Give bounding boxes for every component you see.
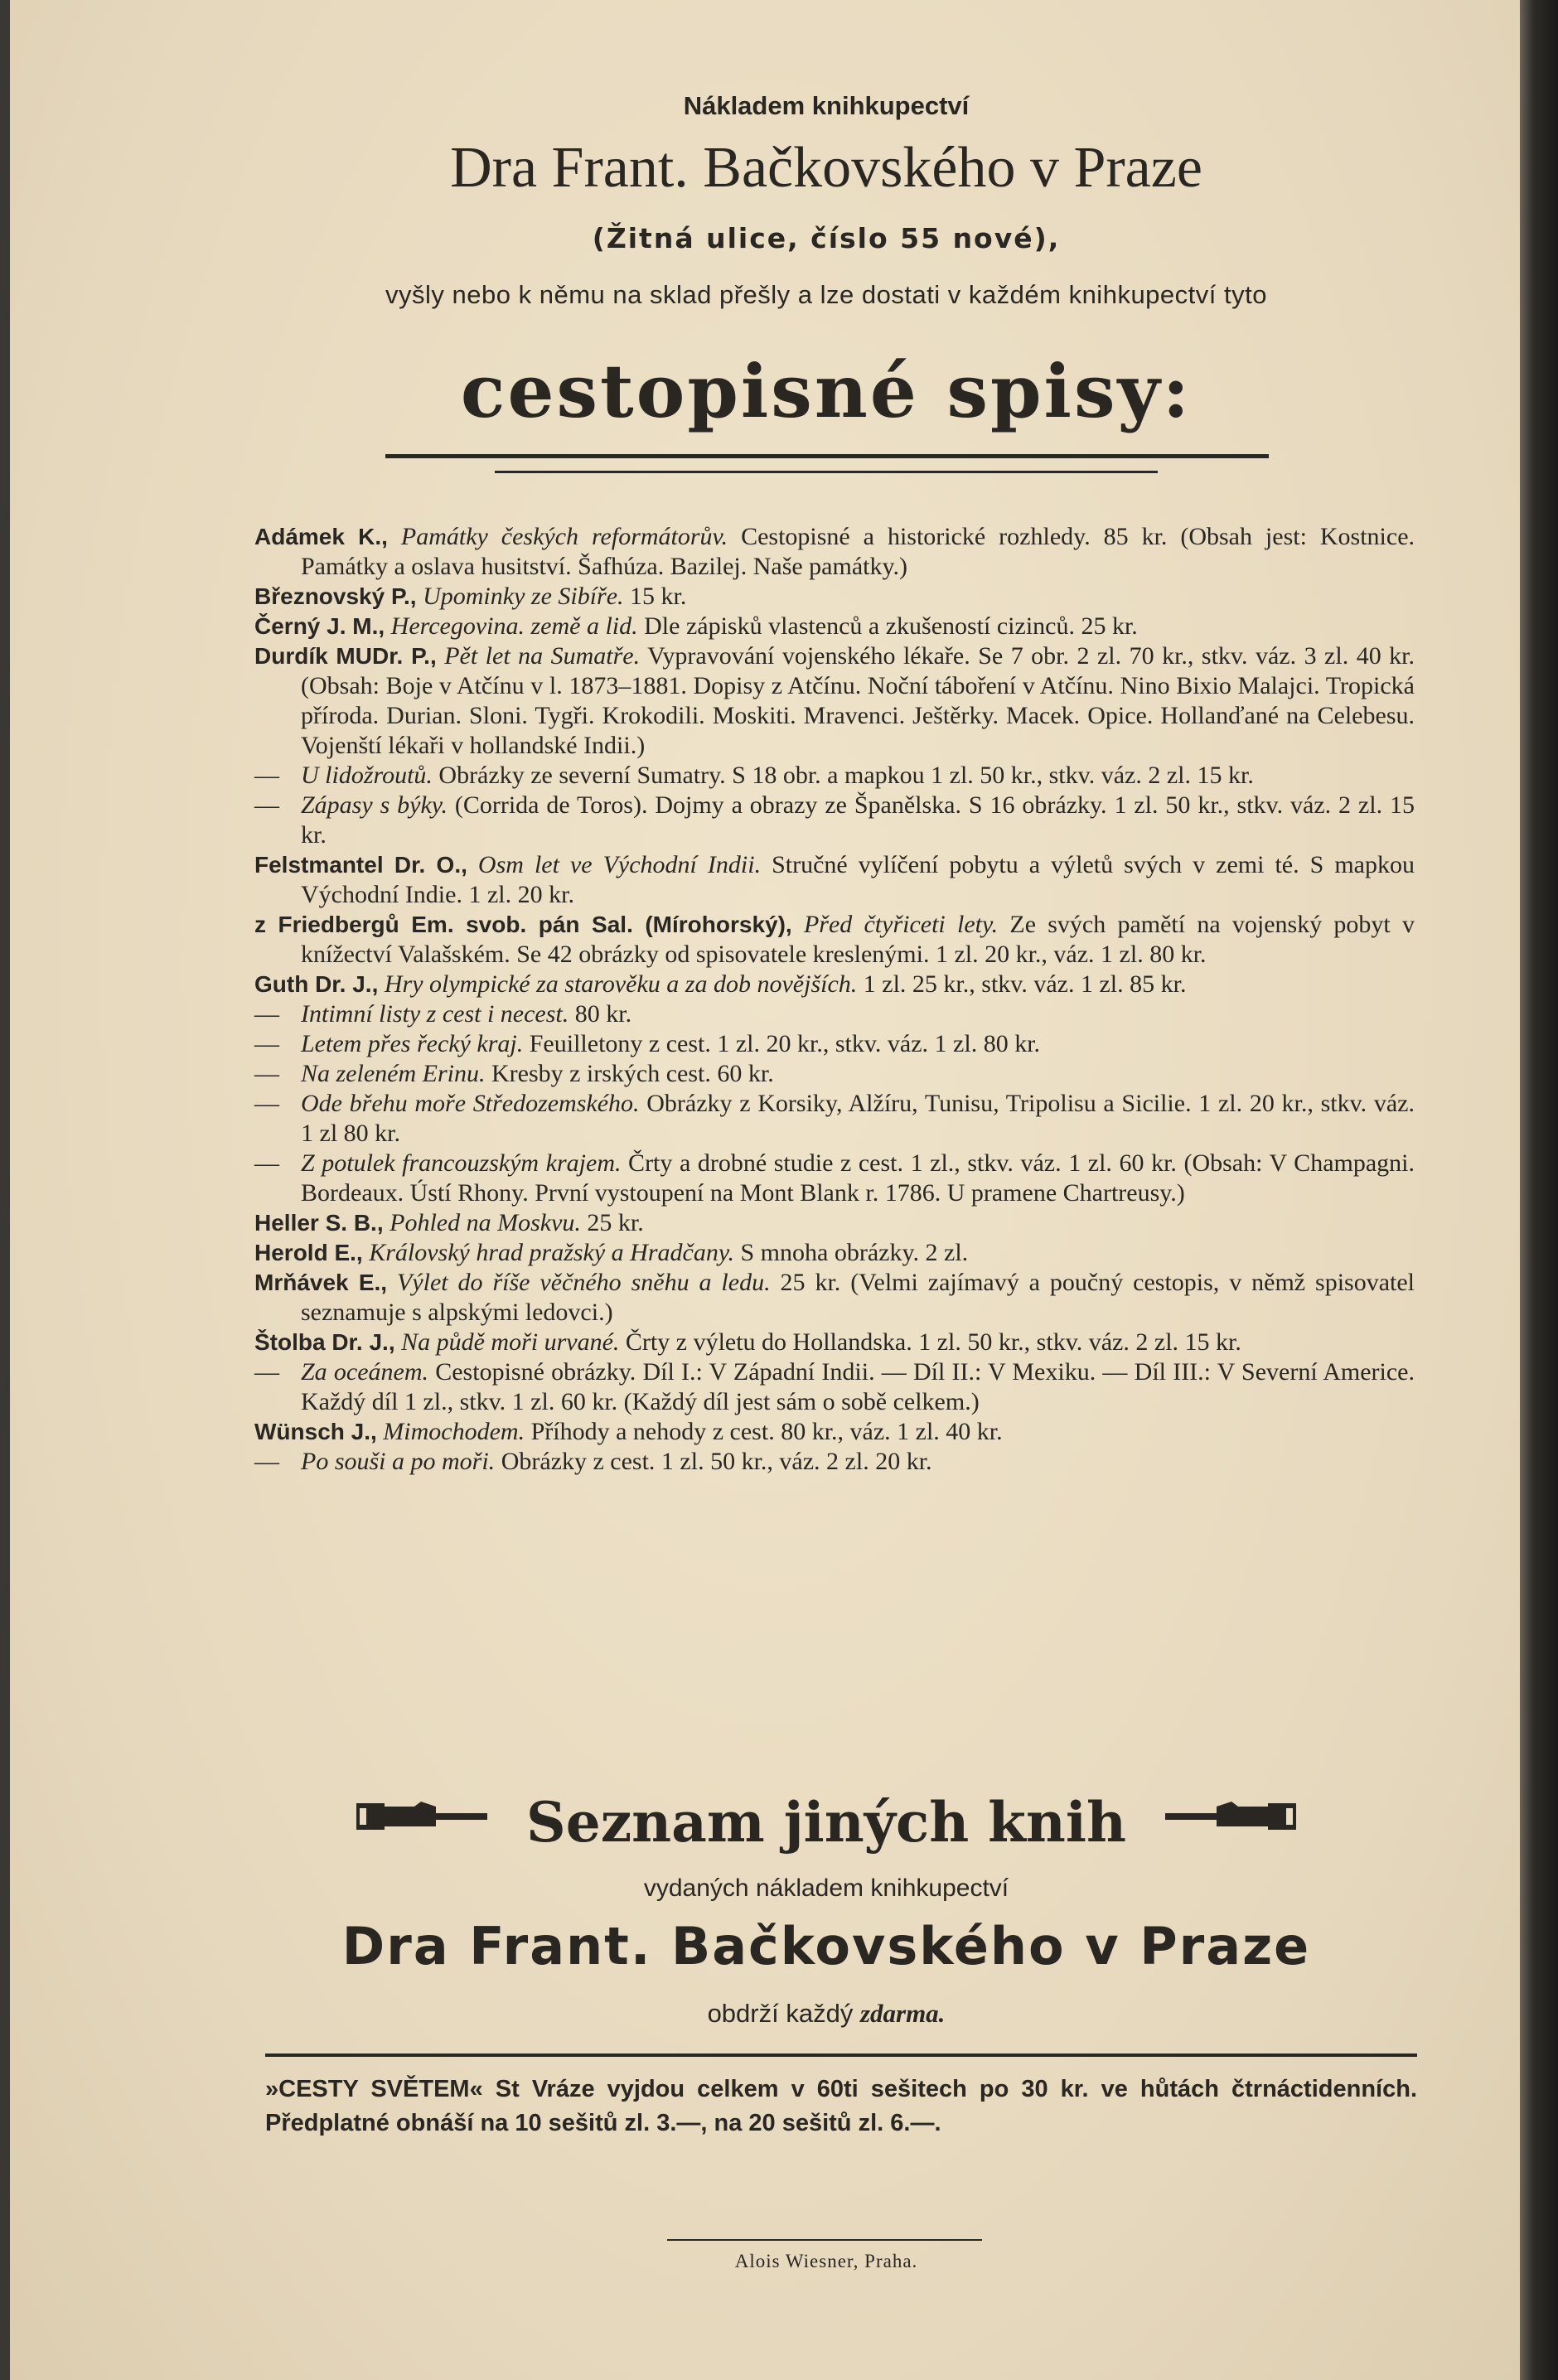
entry-title: Za oceánem. bbox=[301, 1358, 429, 1386]
nakladem-line: Nákladem knihkupectví bbox=[683, 91, 970, 120]
entry-description: Stručné vylíčení pobytu a výletů svých v zemi té. S mapkou Východní Indie. 1 zl. 20 kr. bbox=[301, 851, 1415, 908]
entry-title: Památky českých reformátorův. bbox=[400, 523, 728, 550]
entry-dash: — bbox=[254, 791, 279, 819]
entry-author: Herold E., bbox=[254, 1240, 363, 1265]
vydanych-line: vydaných nákladem knihkupectví bbox=[643, 1874, 1009, 1902]
book-entry bbox=[254, 612, 1415, 641]
book-entry bbox=[254, 1447, 1415, 1477]
entry-title: Na půdě moři urvané. bbox=[401, 1328, 620, 1356]
book-entry bbox=[254, 910, 1415, 970]
book-entry bbox=[254, 1059, 1415, 1089]
entry-title: Ode břehu moře Středozemského. bbox=[301, 1090, 640, 1117]
entry-title: Hry olympické za starověku a za dob novějších. bbox=[384, 970, 858, 998]
book-entry bbox=[254, 1208, 1415, 1238]
entry-author: Guth Dr. J., bbox=[254, 971, 379, 997]
book-entry bbox=[254, 522, 1415, 582]
entry-author: Březnovský P., bbox=[254, 583, 417, 609]
seznam-title: Seznam jiných knih bbox=[526, 1790, 1126, 1855]
publisher-title-2: Dra Frant. Bačkovského v Praze bbox=[341, 1916, 1311, 1976]
entry-dash: — bbox=[254, 1149, 279, 1177]
printer-rule bbox=[667, 2239, 982, 2241]
book-entry bbox=[254, 1238, 1415, 1268]
entry-description: 80 kr. bbox=[569, 1000, 632, 1028]
entry-author: Adámek K., bbox=[254, 524, 388, 549]
book-entry bbox=[254, 1357, 1415, 1417]
entry-author: Štolba Dr. J., bbox=[254, 1329, 395, 1355]
book-entry bbox=[254, 761, 1415, 791]
entry-description: Ze svých pamětí na vojenský pobyt v knížectví Valašském. Se 42 obrázky od spisovatele kreslenými. 1 zl. 20 kr., váz. 1 zl. 80 kr. bbox=[301, 911, 1415, 968]
entry-title: Hercegovina. země a lid. bbox=[390, 612, 638, 640]
entry-dash: — bbox=[254, 1000, 279, 1028]
publisher-address: (Žitná ulice, číslo 55 nové), bbox=[592, 222, 1061, 254]
entry-title: Na zeleném Erinu. bbox=[301, 1060, 486, 1087]
entry-title: Pět let na Sumatře. bbox=[444, 642, 641, 670]
book-entry bbox=[254, 970, 1415, 999]
entry-title: Mimochodem. bbox=[383, 1418, 525, 1445]
obdrzi-prefix: obdrží každý bbox=[707, 1999, 860, 2028]
obdrzi-zdarma: zdarma. bbox=[859, 1999, 946, 2028]
book-entry bbox=[254, 1328, 1415, 1357]
entry-description: 15 kr. bbox=[623, 583, 687, 610]
entry-author: Felstmantel Dr. O., bbox=[254, 852, 467, 878]
entry-author: Mrňávek E., bbox=[254, 1270, 388, 1295]
publisher-title: Dra Frant. Bačkovského v Praze bbox=[450, 136, 1202, 200]
entry-title: Upominky ze Sibíře. bbox=[423, 583, 624, 610]
entry-dash: — bbox=[254, 1448, 279, 1475]
pointing-hand-left-icon bbox=[356, 1788, 489, 1843]
entry-description: Obrázky ze severní Sumatry. S 18 obr. a mapkou 1 zl. 50 kr., stkv. váz. 2 zl. 15 kr. bbox=[432, 762, 1254, 789]
entry-dash: — bbox=[254, 1090, 279, 1117]
entry-title: Osm let ve Východní Indii. bbox=[477, 851, 762, 878]
heading-rule-thick bbox=[385, 454, 1269, 458]
entry-title: Intimní listy z cest i necest. bbox=[301, 1000, 569, 1028]
book-entry bbox=[254, 582, 1415, 612]
entry-title: Královský hrad pražský a Hradčany. bbox=[369, 1239, 734, 1266]
entry-author: Černý J. M., bbox=[254, 613, 385, 639]
entry-description: Vypravování vojenského lékaře. Se 7 obr. 2 zl. 70 kr., stkv. váz. 3 zl. 40 kr. (Obsah: Boje v Atčínu v l. 1873–1881. Dopisy z Atčínu. Noční táboření v Atčínu. Nino Bixio Malajci. Tropická příroda. Durian. Sloni. Tygři. Krokodili. Moskiti. Mravenci. Ještěrky. Macek. Opice. Hollanďané na Celebesu. Vojenští lékaři v hollandské Indii.) bbox=[301, 642, 1415, 759]
entry-author: z Friedbergů Em. svob. pán Sal. (Mírohorský), bbox=[254, 912, 792, 937]
entry-description: 25 kr. bbox=[580, 1209, 644, 1236]
entry-description: (Corrida de Toros). Dojmy a obrazy ze Španělska. S 16 obrázky. 1 zl. 50 kr., stkv. váz. 2 zl. 15 kr. bbox=[301, 791, 1415, 849]
book-list bbox=[254, 522, 1415, 1477]
pointing-hand-right-icon bbox=[1164, 1788, 1296, 1843]
book-entry bbox=[254, 1149, 1415, 1208]
entry-dash: — bbox=[254, 762, 279, 789]
entry-description: 25 kr. (Velmi zajímavý a poučný cestopis, v němž spisovatel seznamuje s alpskými ledovci.) bbox=[301, 1269, 1415, 1326]
entry-title: U lidožroutů. bbox=[301, 762, 433, 789]
entry-title: Po souši a po moři. bbox=[301, 1448, 496, 1475]
section-heading: cestopisné spisy: bbox=[460, 348, 1193, 434]
entry-description: S mnoha obrázky. 2 zl. bbox=[734, 1239, 969, 1266]
footer-rule bbox=[265, 2053, 1417, 2057]
entry-description: Črty z výletu do Hollandska. 1 zl. 50 kr., stkv. váz. 2 zl. 15 kr. bbox=[619, 1328, 1241, 1356]
entry-description: Příhody a nehody z cest. 80 kr., váz. 1 zl. 40 kr. bbox=[525, 1418, 1003, 1445]
cesty-title: »CESTY SVĚTEM« bbox=[265, 2076, 483, 2102]
cesty-svetem-notice bbox=[265, 2072, 1417, 2140]
entry-author: Wünsch J., bbox=[254, 1419, 377, 1444]
entry-description: Obrázky z cest. 1 zl. 50 kr., váz. 2 zl. 20 kr. bbox=[495, 1448, 932, 1475]
book-entry bbox=[254, 641, 1415, 761]
entry-author: Heller S. B., bbox=[254, 1210, 384, 1236]
entry-title: Zápasy s býky. bbox=[301, 791, 448, 819]
entry-description: Cestopisné obrázky. Díl I.: V Západní Indii. — Díl II.: V Mexiku. — Díl III.: V Severní Americe. Každý díl 1 zl., stkv. 1 zl. 60 kr. (Každý díl jest sám o sobě celkem.) bbox=[301, 1358, 1415, 1415]
book-entry bbox=[254, 1268, 1415, 1328]
entry-description: Dle zápisků vlastenců a zkušeností cizinců. 25 kr. bbox=[637, 612, 1138, 640]
book-entry bbox=[254, 791, 1415, 850]
entry-dash: — bbox=[254, 1060, 279, 1087]
book-entry bbox=[254, 850, 1415, 910]
book-entry bbox=[254, 1029, 1415, 1059]
entry-description: Črty a drobné studie z cest. 1 zl., stkv. váz. 1 zl. 60 kr. (Obsah: V Champagni. Bordeaux. Ústí Rhony. První vystoupení na Mont Blank r. 1786. U pramene Chartreusy.) bbox=[301, 1149, 1415, 1207]
entry-title: Pohled na Moskvu. bbox=[390, 1209, 581, 1236]
intro-line: vyšly nebo k němu na sklad přešly a lze dostati v každém knihkupectví tyto bbox=[385, 280, 1267, 309]
cesty-text: St Vráze vyjdou celkem v 60ti sešitech po 30 kr. ve hůtách čtrnáctidenních. Předplatné obnáší na 10 sešitů zl. 3.—, na 20 sešitů zl. 6.—. bbox=[265, 2076, 1417, 2136]
entry-description: Kresby z irských cest. 60 kr. bbox=[485, 1060, 774, 1087]
entry-author: Durdík MUDr. P., bbox=[254, 643, 437, 669]
entry-title: Před čtyřiceti lety. bbox=[803, 911, 999, 938]
obdrzi-line bbox=[242, 1999, 1410, 2029]
heading-rule-thin bbox=[495, 471, 1158, 473]
book-entry bbox=[254, 999, 1415, 1029]
seznam-heading bbox=[242, 1790, 1410, 1855]
entry-title: Z potulek francouzským krajem. bbox=[301, 1149, 622, 1177]
entry-title: Letem přes řecký kraj. bbox=[301, 1030, 524, 1057]
entry-description: Obrázky z Korsiky, Alžíru, Tunisu, Tripolisu a Sicilie. 1 zl. 20 kr., stkv. váz. 1 zl 80 kr. bbox=[301, 1090, 1415, 1147]
book-entry bbox=[254, 1417, 1415, 1447]
entry-description: Cestopisné a historické rozhledy. 85 kr. (Obsah jest: Kostnice. Památky a oslava husitství. Šafhúza. Bazilej. Naše památky.) bbox=[301, 523, 1415, 580]
entry-dash: — bbox=[254, 1358, 279, 1386]
entry-title: Výlet do říše věčného sněhu a ledu. bbox=[397, 1269, 771, 1296]
page bbox=[10, 0, 1520, 2380]
entry-description: Feuilletony z cest. 1 zl. 20 kr., stkv. váz. 1 zl. 80 kr. bbox=[523, 1030, 1041, 1057]
printer-imprint: Alois Wiesner, Praha. bbox=[734, 2251, 918, 2271]
entry-description: 1 zl. 25 kr., stkv. váz. 1 zl. 85 kr. bbox=[857, 970, 1187, 998]
entry-dash: — bbox=[254, 1030, 279, 1057]
book-spine bbox=[1520, 0, 1558, 2380]
book-entry bbox=[254, 1089, 1415, 1149]
